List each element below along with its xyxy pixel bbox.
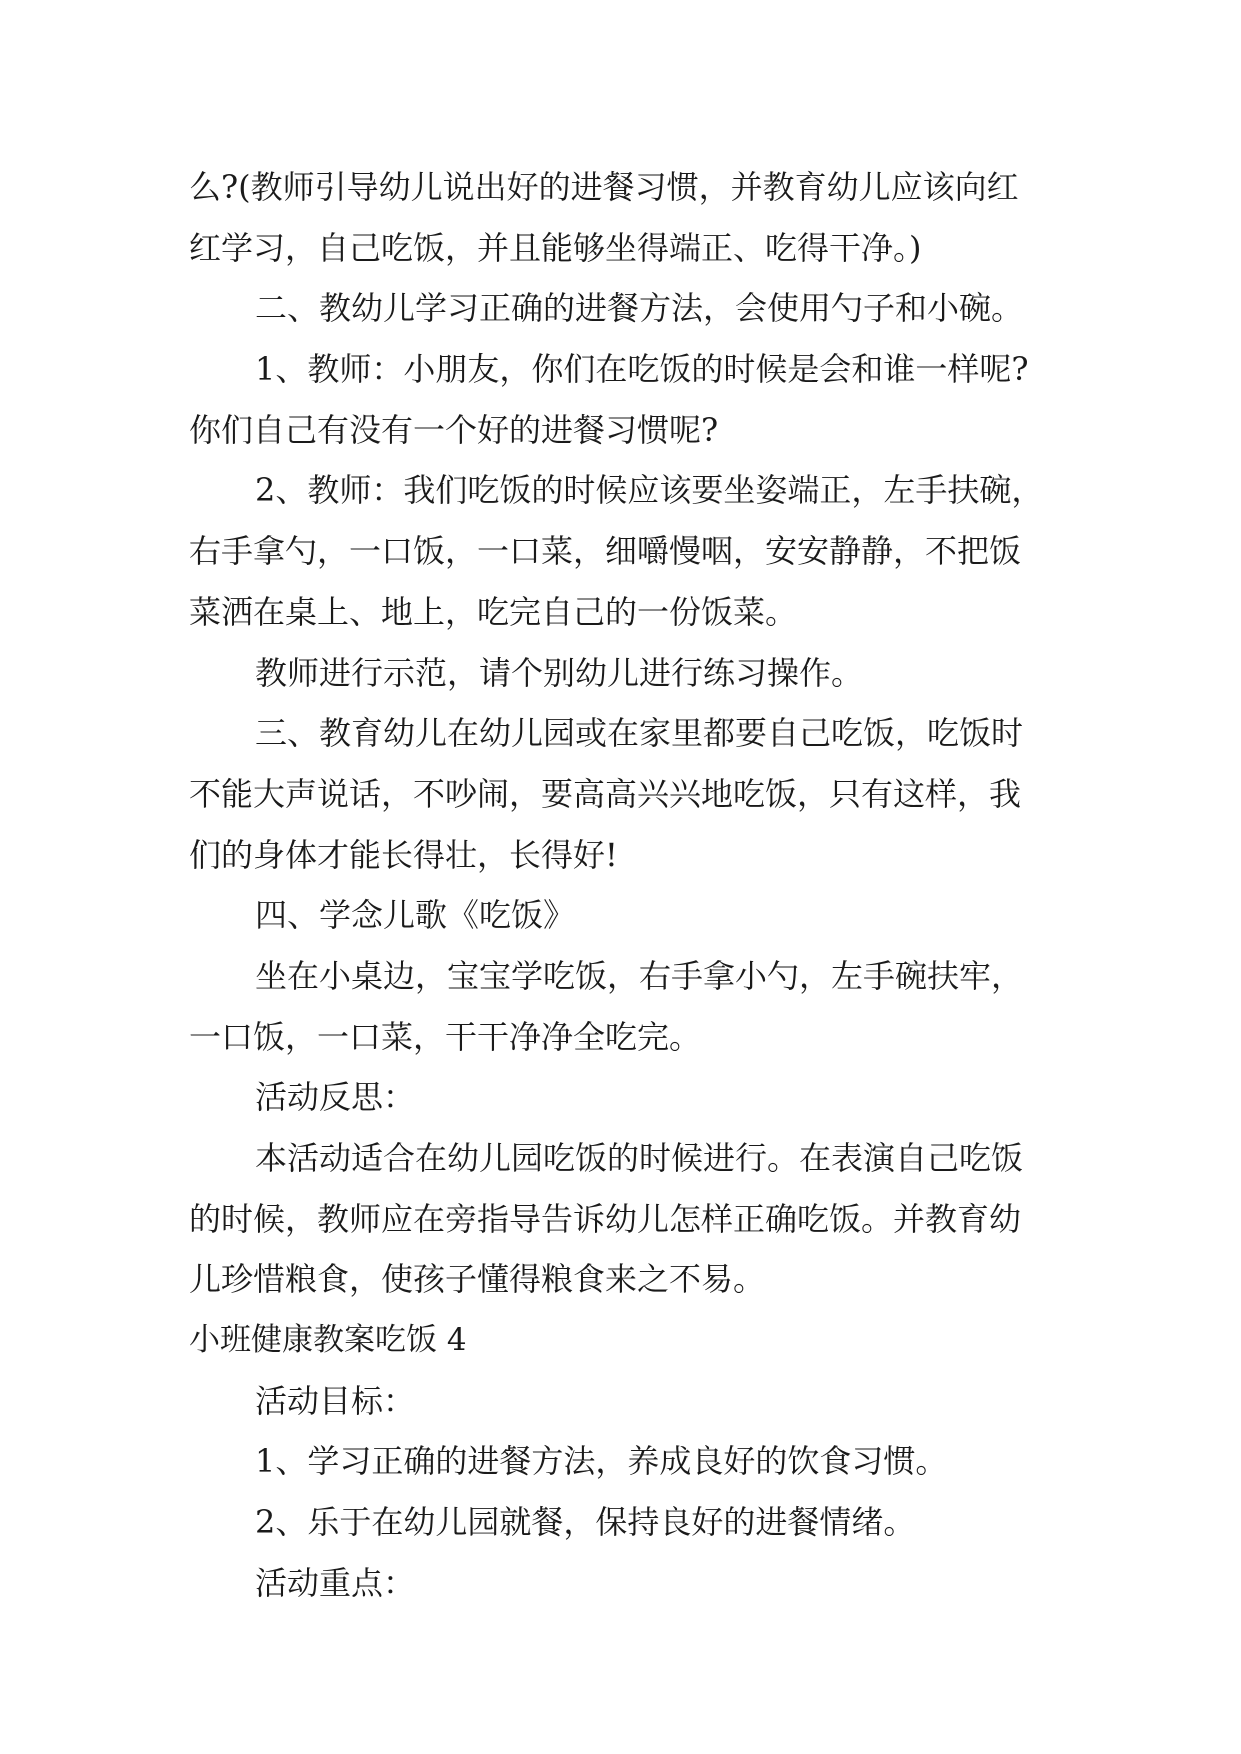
paragraph-line: 三、教育幼儿在幼儿园或在家里都要自己吃饭，吃饭时 bbox=[255, 714, 1024, 753]
document-body bbox=[189, 157, 1059, 1614]
paragraph-line: 们的身体才能长得壮，长得好! bbox=[189, 835, 618, 874]
paragraph-line: 活动重点： bbox=[255, 1563, 416, 1602]
paragraph-line: 教师进行示范，请个别幼儿进行练习操作。 bbox=[255, 653, 864, 692]
paragraph-line: 不能大声说话，不吵闹，要高高兴兴地吃饭，只有这样，我 bbox=[189, 774, 1022, 813]
paragraph-line: 1、教师：小朋友，你们在吃饭的时候是会和谁一样呢? bbox=[255, 350, 1029, 389]
paragraph-line: 右手拿勺，一口饭，一口菜，细嚼慢咽，安安静静，不把饭 bbox=[189, 532, 1022, 571]
paragraph-line: 2、乐于在幼儿园就餐，保持良好的进餐情绪。 bbox=[255, 1503, 916, 1542]
paragraph-line: 活动反思： bbox=[255, 1078, 416, 1117]
paragraph-line: 么?(教师引导幼儿说出好的进餐习惯，并教育幼儿应该向红 bbox=[189, 168, 1019, 206]
paragraph-line: 活动目标： bbox=[255, 1381, 416, 1420]
paragraph-line: 四、学念儿歌《吃饭》 bbox=[255, 896, 576, 935]
paragraph-line: 红学习，自己吃饭，并且能够坐得端正、吃得干净。) bbox=[189, 228, 922, 267]
paragraph-line: 1、学习正确的进餐方法，养成良好的饮食习惯。 bbox=[255, 1442, 948, 1481]
paragraph-line: 的时候，教师应在旁指导告诉幼儿怎样正确吃饭。并教育幼 bbox=[189, 1199, 1022, 1238]
paragraph-line: 二、教幼儿学习正确的进餐方法，会使用勺子和小碗。 bbox=[255, 289, 1024, 328]
paragraph-line: 坐在小桌边，宝宝学吃饭，右手拿小勺，左手碗扶牢， bbox=[255, 956, 1024, 995]
paragraph-line: 儿珍惜粮食，使孩子懂得粮食来之不易。 bbox=[189, 1260, 766, 1299]
paragraph-line: 2、教师：我们吃饭的时候应该要坐姿端正，左手扶碗， bbox=[255, 471, 1044, 510]
paragraph-line: 菜洒在桌上、地上，吃完自己的一份饭菜。 bbox=[189, 592, 798, 631]
paragraph-line: 本活动适合在幼儿园吃饭的时候进行。在表演自己吃饭 bbox=[255, 1139, 1024, 1177]
paragraph-line: 一口饭，一口菜，干干净净全吃完。 bbox=[189, 1017, 702, 1056]
section-heading: 小班健康教案吃饭 4 bbox=[189, 1322, 467, 1359]
paragraph-line: 你们自己有没有一个好的进餐习惯呢? bbox=[189, 410, 719, 449]
